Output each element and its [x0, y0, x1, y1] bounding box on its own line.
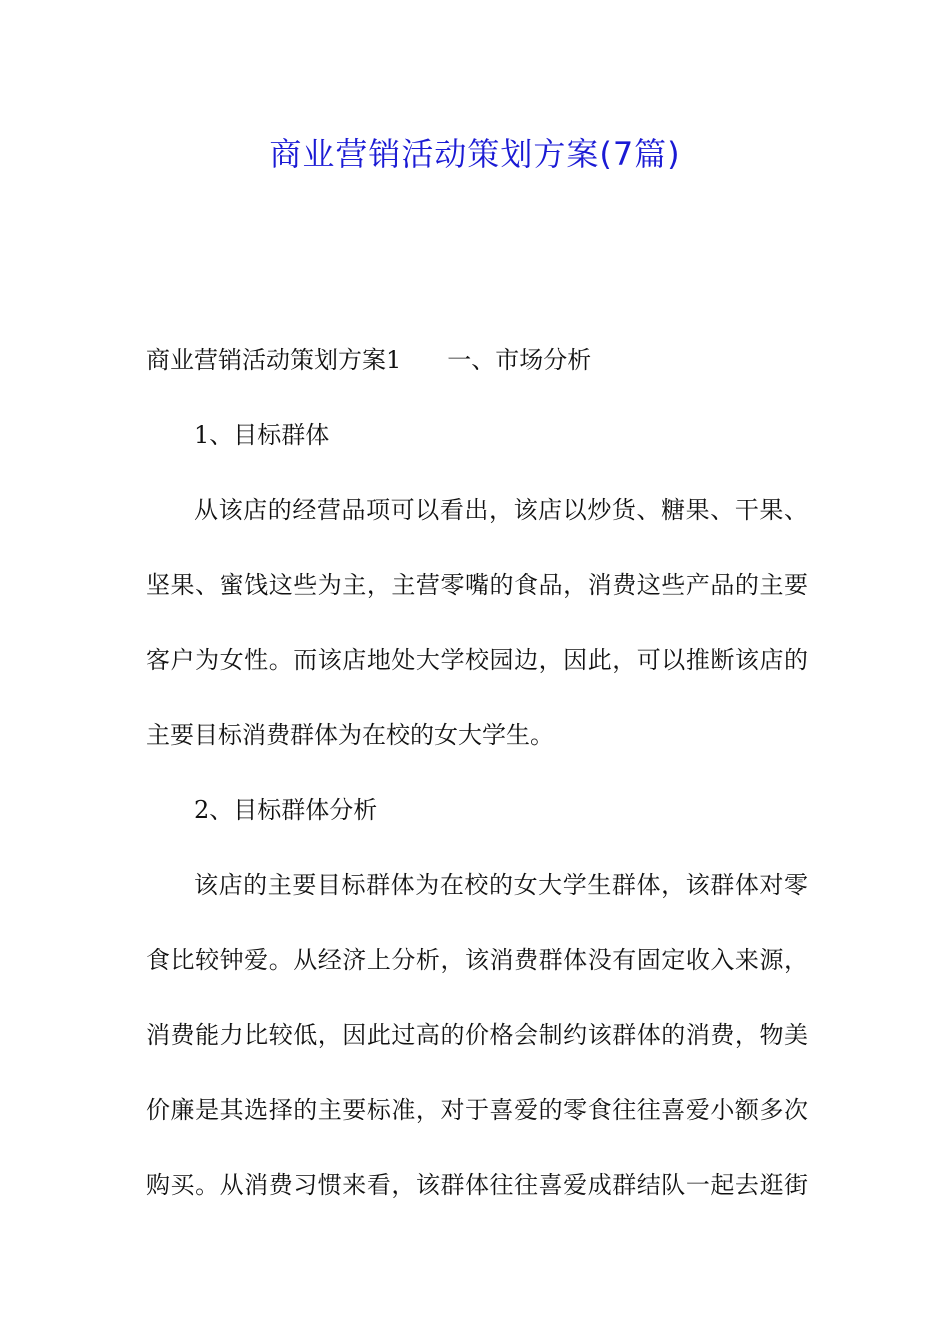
paragraph-line: 客户为女性。而该店地处大学校园边，因此，可以推断该店的 — [146, 646, 808, 674]
section-heading: 商业营销活动策划方案1 — [146, 346, 402, 374]
subsection-heading: 一、市场分析 — [447, 346, 592, 374]
paragraph-line: 坚果、蜜饯这些为主，主营零嘴的食品，消费这些产品的主要 — [146, 571, 808, 599]
paragraph-line: 食比较钟爱。从经济上分析，该消费群体没有固定收入来源， — [146, 946, 808, 974]
paragraph-line: 主要目标消费群体为在校的女大学生。 — [146, 721, 554, 749]
paragraph-line: 价廉是其选择的主要标准，对于喜爱的零食往往喜爱小额多次 — [146, 1096, 808, 1124]
paragraph-line: 该店的主要目标群体为在校的女大学生群体，该群体对零 — [194, 871, 808, 899]
paragraph-line: 购买。从消费习惯来看，该群体往往喜爱成群结队一起去逛街 — [146, 1171, 808, 1199]
document-title: 商业营销活动策划方案(7篇) — [269, 135, 681, 173]
paragraph-line: 2、目标群体分析 — [194, 796, 378, 824]
paragraph-line: 1、目标群体 — [194, 421, 330, 449]
paragraph-line: 消费能力比较低，因此过高的价格会制约该群体的消费，物美 — [146, 1021, 808, 1049]
paragraph-line: 从该店的经营品项可以看出，该店以炒货、糖果、干果、 — [194, 496, 808, 524]
section-heading-line — [146, 340, 591, 380]
